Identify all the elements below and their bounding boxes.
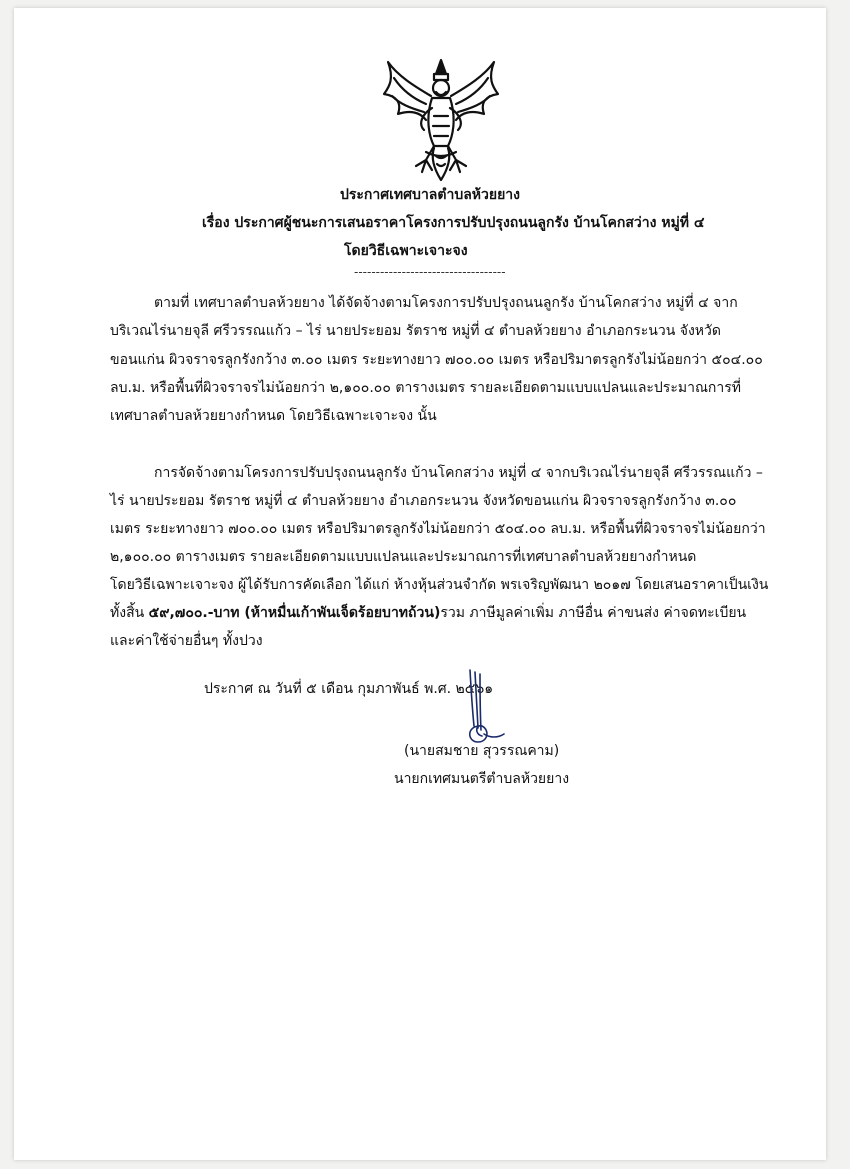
title-divider: -----------------------------------	[354, 265, 506, 279]
signature-icon	[454, 668, 524, 748]
document-page	[14, 8, 826, 1160]
signer-name: (นายสมชาย สุวรรณคาม)	[404, 743, 560, 759]
announcement-org-title: ประกาศเทศบาลตำบลห้วยยาง	[340, 187, 520, 203]
total-amount: ๕๙,๗๐๐.-บาท (ห้าหมื่นเก้าพันเจ็ดร้อยบาทถ้วน)	[148, 605, 441, 621]
paragraph-2-line-2: ไร่ นายประยอม รัตราช หมู่ที่ ๔ ตำบลห้วยยาง อำเภอกระนวน จังหวัดขอนแก่น ผิวจราจรลูกรังกว้าง ๓.๐๐	[110, 493, 737, 509]
paragraph-1-line-1: ตามที่ เทศบาลตำบลห้วยยาง ได้จัดจ้างตามโครงการปรับปรุงถนนลูกรัง บ้านโคกสว่าง หมู่ที่ ๔ จาก	[154, 295, 738, 311]
total-suffix: รวม ภาษีมูลค่าเพิ่ม ภาษีอื่น ค่าขนส่ง ค่าจดทะเบียน	[440, 605, 747, 621]
paragraph-1-line-3: ขอนแก่น ผิวจราจรลูกรังกว้าง ๓.๐๐ เมตร ระยะทางยาว ๗๐๐.๐๐ เมตร หรือปริมาตรลูกรังไม่น้อยกว่า ๕๐๔.๐๐	[110, 352, 763, 368]
total-prefix: ทั้งสิ้น	[110, 605, 145, 621]
paragraph-2-line-1: การจัดจ้างตามโครงการปรับปรุงถนนลูกรัง บ้านโคกสว่าง หมู่ที่ ๔ จากบริเวณไร่นายจุลี ศรีวรรณแก้ว –	[154, 465, 763, 481]
announcement-date: ประกาศ ณ วันที่ ๕ เดือน กุมภาพันธ์ พ.ศ. ๒๕๖๑	[204, 681, 494, 697]
signer-position: นายกเทศมนตรีตำบลห้วยยาง	[394, 771, 570, 787]
paragraph-1-line-5: เทศบาลตำบลห้วยยางกำหนด โดยวิธีเฉพาะเจาะจง นั้น	[110, 408, 437, 424]
paragraph-2-line-4: ๒,๑๐๐.๐๐ ตารางเมตร รายละเอียดตามแบบแปลนและประมาณการที่เทศบาลตำบลห้วยยางกำหนด	[110, 549, 697, 565]
announcement-subject: เรื่อง ประกาศผู้ชนะการเสนอราคาโครงการปรับปรุงถนนลูกรัง บ้านโคกสว่าง หมู่ที่ ๔	[202, 215, 705, 231]
total-amount-line	[110, 606, 746, 620]
paragraph-1-line-2: บริเวณไร่นายจุลี ศรีวรรณแก้ว – ไร่ นายประยอม รัตราช หมู่ที่ ๔ ตำบลห้วยยาง อำเภอกระนวน จังหวัด	[110, 323, 721, 339]
closing-line: และค่าใช้จ่ายอื่นๆ ทั้งปวง	[110, 633, 263, 649]
garuda-emblem-icon	[376, 56, 506, 186]
paragraph-2-line-5: โดยวิธีเฉพาะเจาะจง ผู้ได้รับการคัดเลือก ได้แก่ ห้างหุ้นส่วนจำกัด พรเจริญพัฒนา ๒๐๑๗ โดยเสนอราคาเป็นเงิน	[110, 577, 769, 593]
paragraph-2-line-3: เมตร ระยะทางยาว ๗๐๐.๐๐ เมตร หรือปริมาตรลูกรังไม่น้อยกว่า ๕๐๔.๐๐ ลบ.ม. หรือพื้นที่ผิวจราจรไม่น้อยกว่า	[110, 521, 766, 537]
announcement-method: โดยวิธีเฉพาะเจาะจง	[344, 243, 468, 259]
paragraph-1-line-4: ลบ.ม. หรือพื้นที่ผิวจราจรไม่น้อยกว่า ๒,๑๐๐.๐๐ ตารางเมตร รายละเอียดตามแบบแปลนและประมาณการที่	[110, 380, 742, 396]
